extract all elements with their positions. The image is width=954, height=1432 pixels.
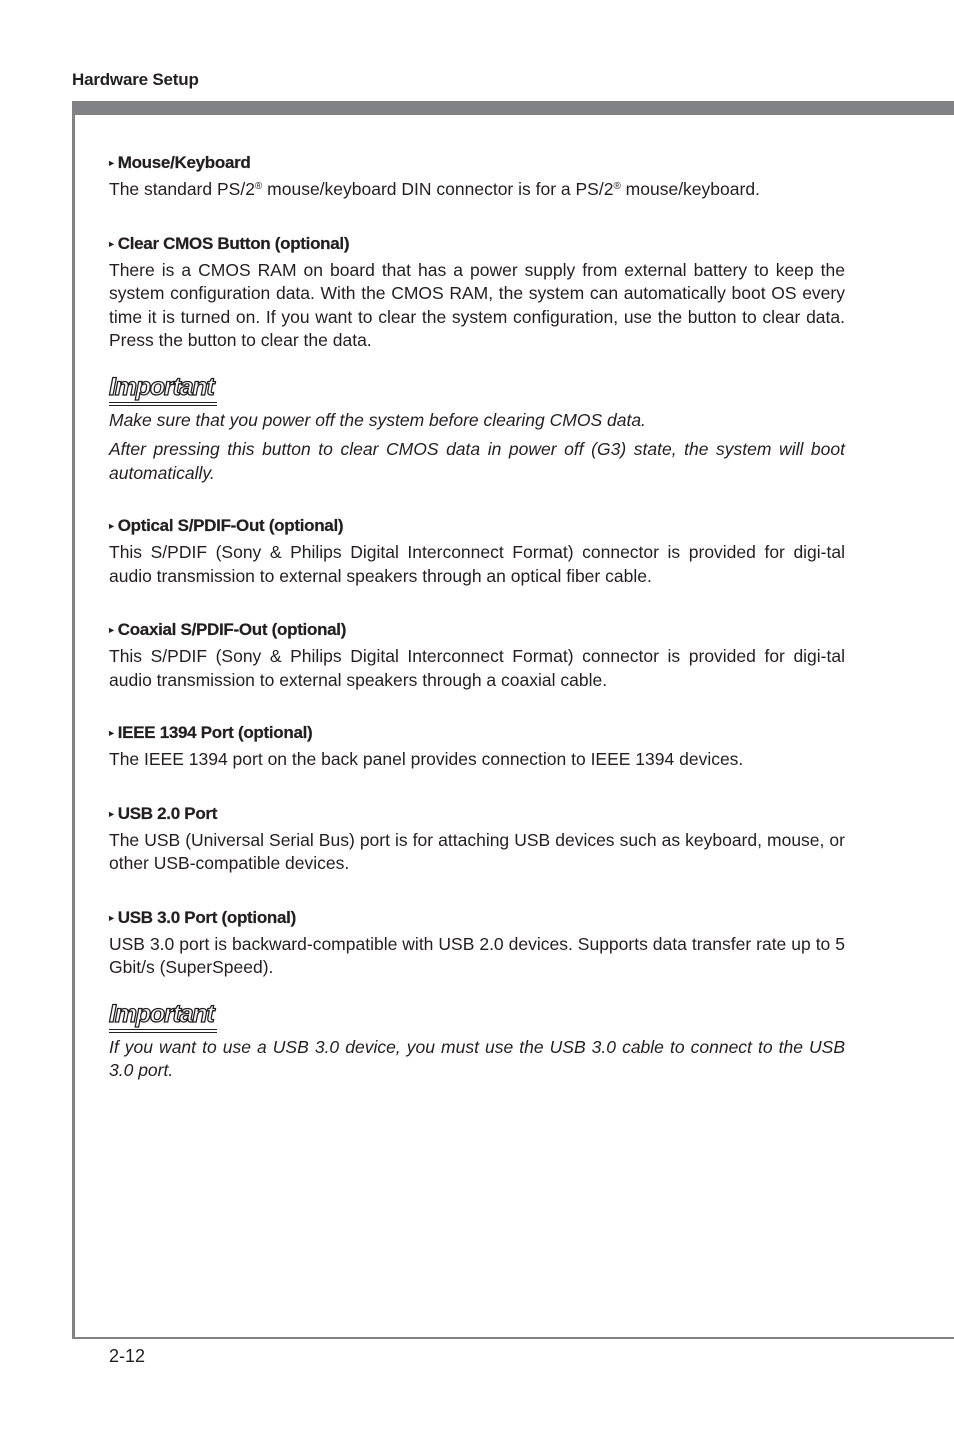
important-note-usb [109, 1000, 845, 1083]
section-heading: ▸ Coaxial S/PDIF-Out (optional) [109, 619, 845, 642]
page-number: 2-12 [109, 1346, 146, 1366]
important-underline [109, 1029, 217, 1030]
section-mouse-keyboard [109, 152, 845, 202]
bullet-icon: ▸ [109, 808, 114, 820]
bullet-icon: ▸ [109, 728, 114, 739]
section-body: There is a CMOS RAM on board that has a power supply from external battery to keep the system configuration data. With the CMOS RAM, the system can automatically boot OS every time it is turned on. If you want to clear the system configuration, use the button to clear data. Press the button to clear the data. [109, 259, 845, 350]
important-text: If you want to use a USB 3.0 device, you must use the USB 3.0 cable to connect to the USB 3.0 port. [109, 1036, 845, 1080]
important-underline [109, 1032, 217, 1033]
section-heading: ▸ IEEE 1394 Port (optional) [109, 722, 845, 745]
page-header-title: Hardware Setup [72, 70, 199, 89]
page-content [109, 152, 845, 1083]
section-optical-spdif [109, 515, 845, 588]
section-heading: ▸ USB 2.0 Port [109, 803, 845, 826]
important-text: Make sure that you power off the system before clearing CMOS data. [109, 409, 646, 430]
section-clear-cmos [109, 233, 845, 353]
footer-rule [72, 1337, 954, 1339]
section-body: The IEEE 1394 port on the back panel provides connection to IEEE 1394 devices. [109, 749, 744, 769]
important-title: Important [109, 999, 214, 1028]
bullet-icon: ▸ [109, 521, 114, 532]
left-margin-rule [72, 101, 75, 1339]
section-heading: ▸ USB 3.0 Port (optional) [109, 907, 845, 930]
important-underline [109, 405, 217, 406]
section-body: The standard PS/2® mouse/keyboard DIN connector is for a PS/2® mouse/keyboard. [109, 179, 760, 199]
section-heading: ▸ Mouse/Keyboard [109, 152, 845, 175]
section-body: USB 3.0 port is backward-compatible with USB 2.0 devices. Supports data transfer rate up to 5 Gbit/s (SuperSpeed). [109, 933, 845, 977]
bullet-icon: ▸ [109, 238, 114, 250]
section-heading: ▸ Clear CMOS Button (optional) [109, 233, 845, 256]
important-note-cmos [109, 373, 845, 486]
section-body: This S/PDIF (Sony & Philips Digital Interconnect Format) connector is provided for digi-tal audio transmission to external speakers through a coaxial cable. [109, 646, 845, 690]
section-ieee1394 [109, 722, 845, 772]
bullet-icon: ▸ [109, 912, 114, 924]
section-coaxial-spdif [109, 619, 845, 692]
important-underline [109, 402, 217, 403]
section-usb2 [109, 803, 845, 876]
section-body: The USB (Universal Serial Bus) port is for attaching USB devices such as keyboard, mouse, or other USB-compatible devices. [109, 829, 845, 873]
important-text: After pressing this button to clear CMOS data in power off (G3) state, the system will boot automatically. [109, 439, 845, 483]
header-bar [72, 101, 954, 115]
section-body: This S/PDIF (Sony & Philips Digital Interconnect Format) connector is provided for digi-tal audio transmission to external speakers through an optical fiber cable. [109, 542, 845, 586]
bullet-icon: ▸ [109, 158, 114, 169]
section-heading: ▸ Optical S/PDIF-Out (optional) [109, 515, 845, 538]
important-title: Important [109, 372, 214, 401]
section-usb3 [109, 907, 845, 980]
bullet-icon: ▸ [109, 625, 114, 636]
